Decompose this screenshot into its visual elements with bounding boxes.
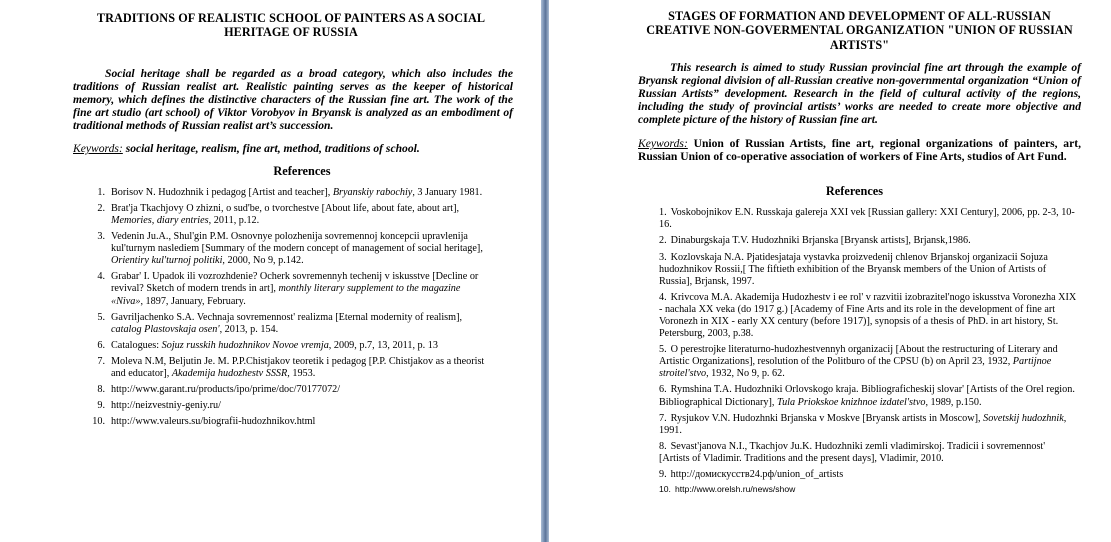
reference-item [659, 384, 1077, 408]
reference-text [659, 384, 1075, 407]
right-keywords-text: Union of Russian Artists, fine art, regional organizations of painters, art, Russian Union of co-operative association of workers of Fine Arts, studios of Art Fund. [638, 137, 1081, 164]
text-segment: http://neizvestniy-geniy.ru/ [111, 400, 221, 412]
reference-number: 4. [97, 271, 105, 283]
italic-segment: monthly literary supplement to the magazine «Niva» [111, 283, 461, 307]
right-page-title: STAGES OF FORMATION AND DEVELOPMENT OF ALL-RUSSIAN CREATIVE NON-GOVERMENTAL ORGANIZATION "UNION OF RUSSIAN ARTISTS" [646, 9, 1073, 52]
reference-number: 5. [659, 344, 667, 356]
reference-item [91, 340, 486, 352]
reference-text [659, 441, 1045, 464]
text-segment: , 2011, p.12. [208, 215, 260, 226]
page-divider [541, 0, 549, 542]
text-segment: , 1989, p.150. [925, 396, 982, 408]
reference-item [91, 187, 486, 199]
reference-number: 6. [659, 384, 667, 396]
text-segment: , 1991. [659, 412, 1067, 436]
italic-segment: Memories, diary entries [111, 215, 209, 226]
right-references-heading: References [825, 184, 884, 199]
text-segment: http://www.garant.ru/products/ipo/prime/doc/70177072/ [111, 384, 341, 396]
italic-segment: Partijnoe stroitel'stvo [659, 356, 1052, 380]
reference-item [659, 469, 1077, 481]
text-segment: , 3 January 1981. [412, 186, 483, 198]
text-segment: Brat'ja Tkachjovy O zhizni, o sud'be, o tvorchestve [About life, about fate, about art], [111, 202, 460, 214]
italic-segment: Orientiry kul'turnoj politiki [111, 255, 223, 267]
italic-segment: Bryanskiy rabochiy [332, 186, 413, 198]
text-segment: Sevast'janova N.I., Tkachjov Ju.K. Hudozhniki zemli vladimirskoj. Tradicii i sovremennost' [Artists of Vladimir. Traditions and the present days], Vladimir, 2010. [659, 440, 1046, 464]
text-segment: Grabar' I. Upadok ili vozrozhdenie? Ocherk sovremennyh techenij v iskusstve [Decline or revival? Sketch of modern trends in art], [111, 271, 479, 295]
italic-segment: Sovetskij hudozhnik [983, 412, 1064, 424]
reference-text [659, 413, 1066, 436]
reference-link[interactable] [675, 484, 795, 494]
reference-text [111, 340, 486, 352]
left-page-keywords [73, 142, 513, 155]
italic-segment: catalog Plastovskaja osen' [111, 323, 220, 335]
left-references-heading: References [273, 163, 331, 178]
left-document-page [0, 0, 541, 542]
reference-item [91, 416, 486, 428]
reference-number: 8. [659, 440, 667, 452]
reference-text [111, 231, 486, 267]
reference-text [659, 344, 1058, 379]
right-page-keywords [638, 137, 1081, 163]
left-references-list [73, 187, 486, 429]
reference-text [659, 207, 1075, 230]
right-page-abstract: This research is aimed to study Russian provincial fine art through the example of Bryansk regional division of all-Russian creative non-governmental organization “Union of Russian Artists” development. Research in the field of cultural activity of the regions, including the study of provincial artists’ works are needed to create more objective and complete picture of the history of Russian fine art. [638, 61, 1081, 127]
text-segment: Rymshina T.A. Hudozhniki Orlovskogo kraja. Bibliograficheskij slovar' [Artists of the Orel region. Bibliographical Dictionary], [659, 384, 1075, 408]
text-segment: http://домискусств24.рф/union_of_artists [670, 469, 844, 480]
reference-number: 2. [659, 235, 667, 247]
reference-number: 1. [659, 207, 667, 219]
reference-item [659, 483, 1077, 495]
reference-link[interactable] [111, 416, 486, 428]
reference-number: 8. [97, 384, 105, 396]
reference-item [659, 252, 1077, 288]
text-segment: , 2000, No 9, p.142. [222, 255, 304, 267]
right-references-list [638, 207, 1077, 495]
text-segment: http://www.orelsh.ru/news/show [674, 484, 796, 495]
reference-item [659, 413, 1077, 437]
left-page-abstract: Social heritage shall be regarded as a broad category, which also includes the traditions of Russian realist art. Realistic painting serves as the keeper of historical memory, which defines the distinctive characters of the Russian fine art. The work of the fine art studio (art school) of Viktor Vorobyov in Bryansk is analyzed as an embodiment of traditional methods of Russian realist art’s succession. [73, 66, 513, 132]
reference-number: 7. [97, 355, 105, 367]
text-segment: Kozlovskaja N.A. Pjatidesjataja vystavka proizvedenij chlenov Brjanskoj organizacii Sojuza hudozhnikov Rossii,[ The fiftieth exhibition of the Bryansk members of the Union of Artists of Russia], Brjansk, 1997. [659, 251, 1048, 287]
reference-number: 9. [659, 469, 667, 480]
text-segment: Moleva N.M, Beljutin Je. M. P.P.Chistjakov teoretik i pedagog [P.P. Chistjakov as a theorist and educator], [111, 355, 485, 380]
reference-item [659, 441, 1077, 465]
reference-number: 3. [659, 251, 667, 263]
reference-link[interactable] [111, 400, 486, 412]
text-segment: , 1932, No 9, p. 62. [706, 368, 785, 380]
reference-item [659, 235, 1077, 247]
left-keywords-text: social heritage, realism, fine art, method, traditions of school. [122, 141, 420, 155]
text-segment: , 1897, January, February. [140, 295, 246, 307]
reference-link[interactable] [111, 384, 486, 396]
italic-segment: Sojuz russkih hudozhnikov Novoe vremja [161, 339, 329, 351]
reference-number: 1. [97, 186, 105, 198]
reference-number: 6. [97, 339, 105, 351]
reference-number: 9. [97, 400, 105, 412]
reference-link[interactable] [671, 469, 844, 480]
right-keywords-label: Keywords: [638, 137, 688, 151]
reference-item [91, 231, 486, 267]
reference-number: 7. [659, 412, 667, 424]
reference-number: 2. [97, 202, 105, 214]
left-page-title: TRADITIONS OF REALISTIC SCHOOL OF PAINTERS AS A SOCIAL HERITAGE OF RUSSIA [96, 11, 486, 40]
reference-item [91, 384, 486, 396]
text-segment: Rysjukov V.N. Hudozhnki Brjanska v Moskve [Bryansk artists in Moscow], [670, 412, 984, 424]
reference-text [111, 187, 486, 199]
reference-text [659, 292, 1076, 339]
reference-item [659, 207, 1077, 231]
reference-number: 4. [659, 291, 667, 303]
text-segment: Gavriljachenko S.A. Vechnaja sovremennost' realizma [Eternal modernity of realism], [111, 311, 463, 323]
text-segment: , 2013, p. 154. [219, 323, 279, 335]
reference-number: 5. [97, 311, 105, 323]
text-segment: Catalogues: [111, 339, 162, 351]
text-segment: Borisov N. Hudozhnik i pedagog [Artist and teacher], [111, 186, 333, 198]
reference-number: 10. [92, 416, 105, 428]
text-segment: , 1953. [287, 368, 316, 380]
reference-item [91, 356, 486, 380]
reference-number: 10. [659, 484, 671, 495]
text-segment: Dinaburgskaja T.V. Hudozhniki Brjanska [Bryansk artists], Brjansk,1986. [670, 235, 971, 247]
text-segment: Vedenin Ju.A., Shul'gin P.M. Osnovnye polozhenija sovremennoj koncepcii upravlenija kul'turnym naslediem [Summary of the modern concept of management of social heritage], [111, 231, 483, 255]
left-keywords-label: Keywords: [73, 141, 123, 155]
reference-text [659, 252, 1048, 287]
text-segment: Voskobojnikov E.N. Russkaja galereja XXI vek [Russian gallery: XXI Century], 2006, pp. 2-3, 10-16. [659, 207, 1075, 231]
reference-number: 3. [97, 231, 105, 243]
text-segment: Krivcova M.A. Akademija Hudozhestv i ee rol' v razvitii izobrazitel'nogo iskusstva Voronezha XIX - nachala XX veka (do 1917 g.) [Academy of Fine Arts and its role in the development of fine art Voronezh in XIX - early XX century (before 1917)], synopsis of a thesis of PhD. in art history, St. Petersburg, 2003, p.38. [659, 291, 1077, 340]
reference-text [111, 203, 486, 227]
reference-item [659, 344, 1077, 380]
reference-text [111, 356, 486, 380]
reference-text [111, 271, 486, 307]
text-segment: O perestrojke literaturno-hudozhestvennyh organizacij [About the restructuring of Literary and Artistic Organizations], resolution of the Politburo of the CPSU (b) on April 23, 1932, [659, 344, 1058, 368]
italic-segment: Tula Priokskoe knizhnoe izdatel'stvo [776, 396, 926, 408]
italic-segment: Akademija hudozhestv SSSR [171, 368, 288, 380]
text-segment: , 2009, p.7, 13, 2011, p. 13 [328, 339, 438, 351]
reference-item [91, 271, 486, 307]
reference-item [659, 292, 1077, 340]
reference-item [91, 400, 486, 412]
reference-text [671, 235, 971, 246]
reference-item [91, 312, 486, 336]
right-document-page [549, 0, 1111, 542]
reference-text [111, 312, 486, 336]
reference-item [91, 203, 486, 227]
text-segment: http://www.valeurs.su/biografii-hudozhnikov.html [111, 416, 316, 428]
